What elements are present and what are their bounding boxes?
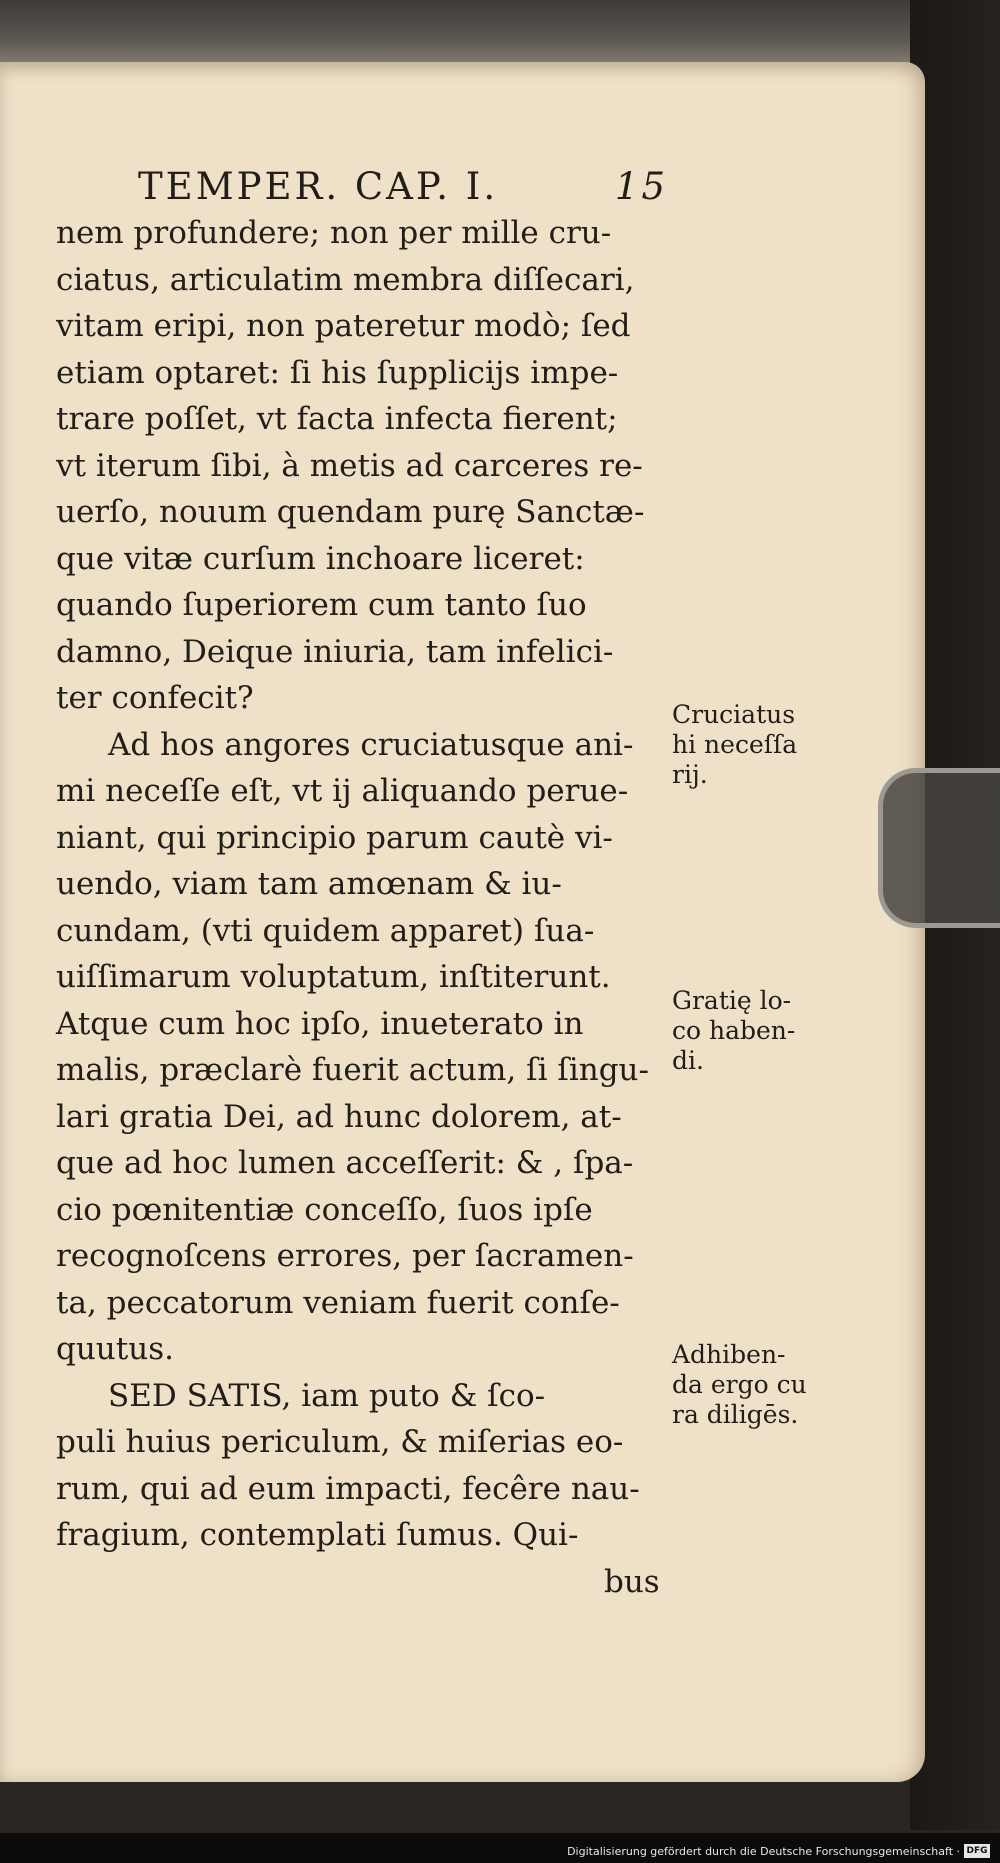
text-line: recognoſcens errores, per ſacramen- xyxy=(56,1238,634,1274)
page-header xyxy=(138,165,668,209)
text-line: ter confecit? xyxy=(56,680,254,716)
text-line: puli huius periculum, & miſerias eo- xyxy=(56,1424,624,1460)
text-line: cundam, (vti quidem apparet) ſua- xyxy=(56,912,595,949)
text-line: etiam optaret: ſi his ſupplicijs impe- xyxy=(56,354,619,391)
text-line: nem profundere; non per mille cru- xyxy=(56,215,612,251)
book-top-edge xyxy=(0,0,910,70)
dfg-logo: DFG xyxy=(964,1844,990,1858)
digitization-credit: Digitalisierung gefördert durch die Deutsche Forschungsgemeinschaft · xyxy=(567,1845,960,1858)
text-line: trare poſſet, vt facta infecta fierent; xyxy=(56,401,618,437)
margin-note-line: Cruciatus xyxy=(672,700,796,729)
margin-note-line: hi neceſſa xyxy=(672,730,798,759)
margin-note-line: rij. xyxy=(672,760,708,789)
margin-note-line: ra diligēs. xyxy=(672,1400,799,1429)
text-line: malis, præclarè fuerit actum, ſi ſingu- xyxy=(56,1052,649,1088)
margin-note-adhibenda xyxy=(672,1340,832,1430)
page-number: 15 xyxy=(614,165,668,208)
text-line: vt iterum ſibi, à metis ad carceres re- xyxy=(56,447,643,484)
text-line: damno, Deique iniuria, tam infelici- xyxy=(56,633,614,670)
text-line: Atque cum hoc ipſo, inueterato in xyxy=(56,1005,584,1042)
page-clip xyxy=(878,768,1000,928)
text-line: Ad hos angores cruciatusque ani- xyxy=(108,726,634,763)
text-line: cio pœnitentiæ conceſſo, ſuos ipſe xyxy=(56,1191,593,1228)
text-line: uiſſimarum voluptatum, inſtiterunt. xyxy=(56,959,611,995)
margin-note-line: Gratię lo- xyxy=(672,986,792,1015)
catchword: bus xyxy=(604,1563,660,1600)
text-line: SED SATIS, iam puto & ſco- xyxy=(108,1377,546,1414)
text-line: ta, peccatorum veniam fuerit conſe- xyxy=(56,1284,620,1321)
margin-note-line: di. xyxy=(672,1046,704,1075)
text-line: mi neceſſe eſt, vt ij aliquando perue- xyxy=(56,773,629,809)
margin-note-gratiae xyxy=(672,986,832,1076)
text-line: que vitæ curſum inchoare liceret: xyxy=(56,540,585,577)
text-line: quutus. xyxy=(56,1331,174,1367)
body-text xyxy=(56,210,676,1605)
text-line: vitam eripi, non pateretur modò; ſed xyxy=(56,308,631,344)
text-line: uendo, viam tam amœnam & iu- xyxy=(56,866,562,902)
text-line: lari gratia Dei, ad hunc dolorem, at- xyxy=(56,1098,622,1135)
text-line: fragium, contemplati ſumus. Qui- xyxy=(56,1517,579,1553)
text-line: que ad hoc lumen acceſſerit: & , ſpa- xyxy=(56,1145,634,1181)
margin-note-line: da ergo cu xyxy=(672,1370,807,1399)
running-title: TEMPER. CAP. I. xyxy=(138,165,499,208)
margin-note-line: Adhiben- xyxy=(672,1340,786,1369)
footer-bar xyxy=(0,1833,1000,1863)
text-line: uerſo, nouum quendam purę Sanctæ- xyxy=(56,494,645,530)
margin-note-line: co haben- xyxy=(672,1016,796,1045)
margin-note-cruciatus xyxy=(672,700,832,790)
text-line: niant, qui principio parum cautè vi- xyxy=(56,819,613,856)
text-line: ciatus, articulatim membra diſſecari, xyxy=(56,261,635,298)
text-line: quando ſuperiorem cum tanto ſuo xyxy=(56,587,587,623)
text-line: rum, qui ad eum impacti, fecêre nau- xyxy=(56,1470,640,1507)
